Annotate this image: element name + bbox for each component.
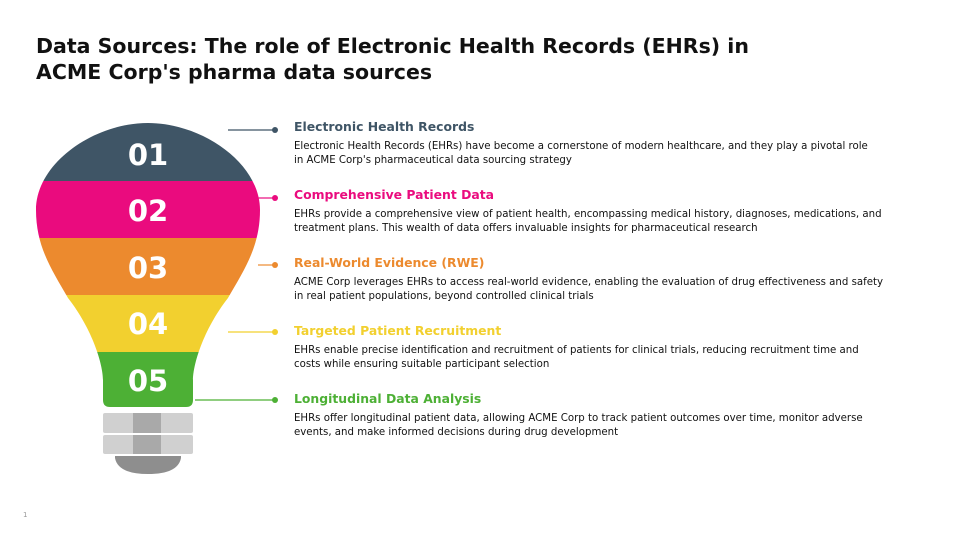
item-description-line-1: EHRs enable precise identification and recruitment of patients for clinical trials, reducing recruitment time and: [294, 345, 859, 356]
connector-04: [228, 329, 278, 335]
item-description-line-1: EHRs offer longitudinal patient data, allowing ACME Corp to track patient outcomes over time, monitor adverse: [294, 413, 863, 424]
bulb-base: [103, 413, 193, 474]
item-03: [294, 255, 924, 304]
item-05: [294, 391, 924, 440]
item-description-line-2: in ACME Corp's pharmaceutical data sourcing strategy: [294, 155, 572, 166]
item-heading: Real-World Evidence (RWE): [294, 255, 485, 270]
item-description-line-2: treatment plans. This wealth of data offers invaluable insights for pharmaceutical research: [294, 223, 758, 234]
item-description: [294, 140, 924, 168]
item-02: [294, 187, 924, 236]
slide-title-line-2: ACME Corp's pharma data sources: [36, 60, 433, 84]
connector-02: [258, 195, 278, 201]
item-description-line-2: events, and make informed decisions during drug development: [294, 427, 619, 438]
bulb-number-02: 02: [127, 194, 169, 228]
item-description: [294, 412, 924, 440]
item-heading: Electronic Health Records: [294, 119, 475, 134]
connector-03: [258, 262, 278, 268]
slide-title-line-1: Data Sources: The role of Electronic Health Records (EHRs) in: [36, 34, 749, 58]
bulb-number-01: 01: [127, 138, 169, 172]
connector-01: [228, 127, 278, 133]
connector-05: [195, 397, 278, 403]
item-description: [294, 276, 924, 304]
bulb-number-05: 05: [127, 364, 169, 398]
bulb-number-04: 04: [127, 307, 169, 341]
item-heading: Targeted Patient Recruitment: [294, 323, 502, 338]
page-number: 1: [23, 511, 28, 519]
item-description-line-1: EHRs provide a comprehensive view of patient health, encompassing medical history, diagnoses, medications, and: [294, 209, 882, 220]
item-description-line-1: Electronic Health Records (EHRs) have become a cornerstone of modern healthcare, and they play a pivotal role: [294, 141, 868, 152]
item-04: [294, 323, 924, 372]
item-heading: Comprehensive Patient Data: [294, 187, 495, 202]
item-01: [294, 119, 924, 168]
bulb-number-03: 03: [127, 251, 169, 285]
item-description-line-2: costs while ensuring suitable participant selection: [294, 359, 550, 370]
item-heading: Longitudinal Data Analysis: [294, 391, 482, 406]
item-description-line-2: in real patient populations, beyond controlled clinical trials: [294, 291, 594, 302]
item-description: [294, 344, 924, 372]
item-description-line-1: ACME Corp leverages EHRs to access real-world evidence, enabling the evaluation of drug effectiveness and safety: [294, 277, 883, 288]
item-description: [294, 208, 924, 236]
